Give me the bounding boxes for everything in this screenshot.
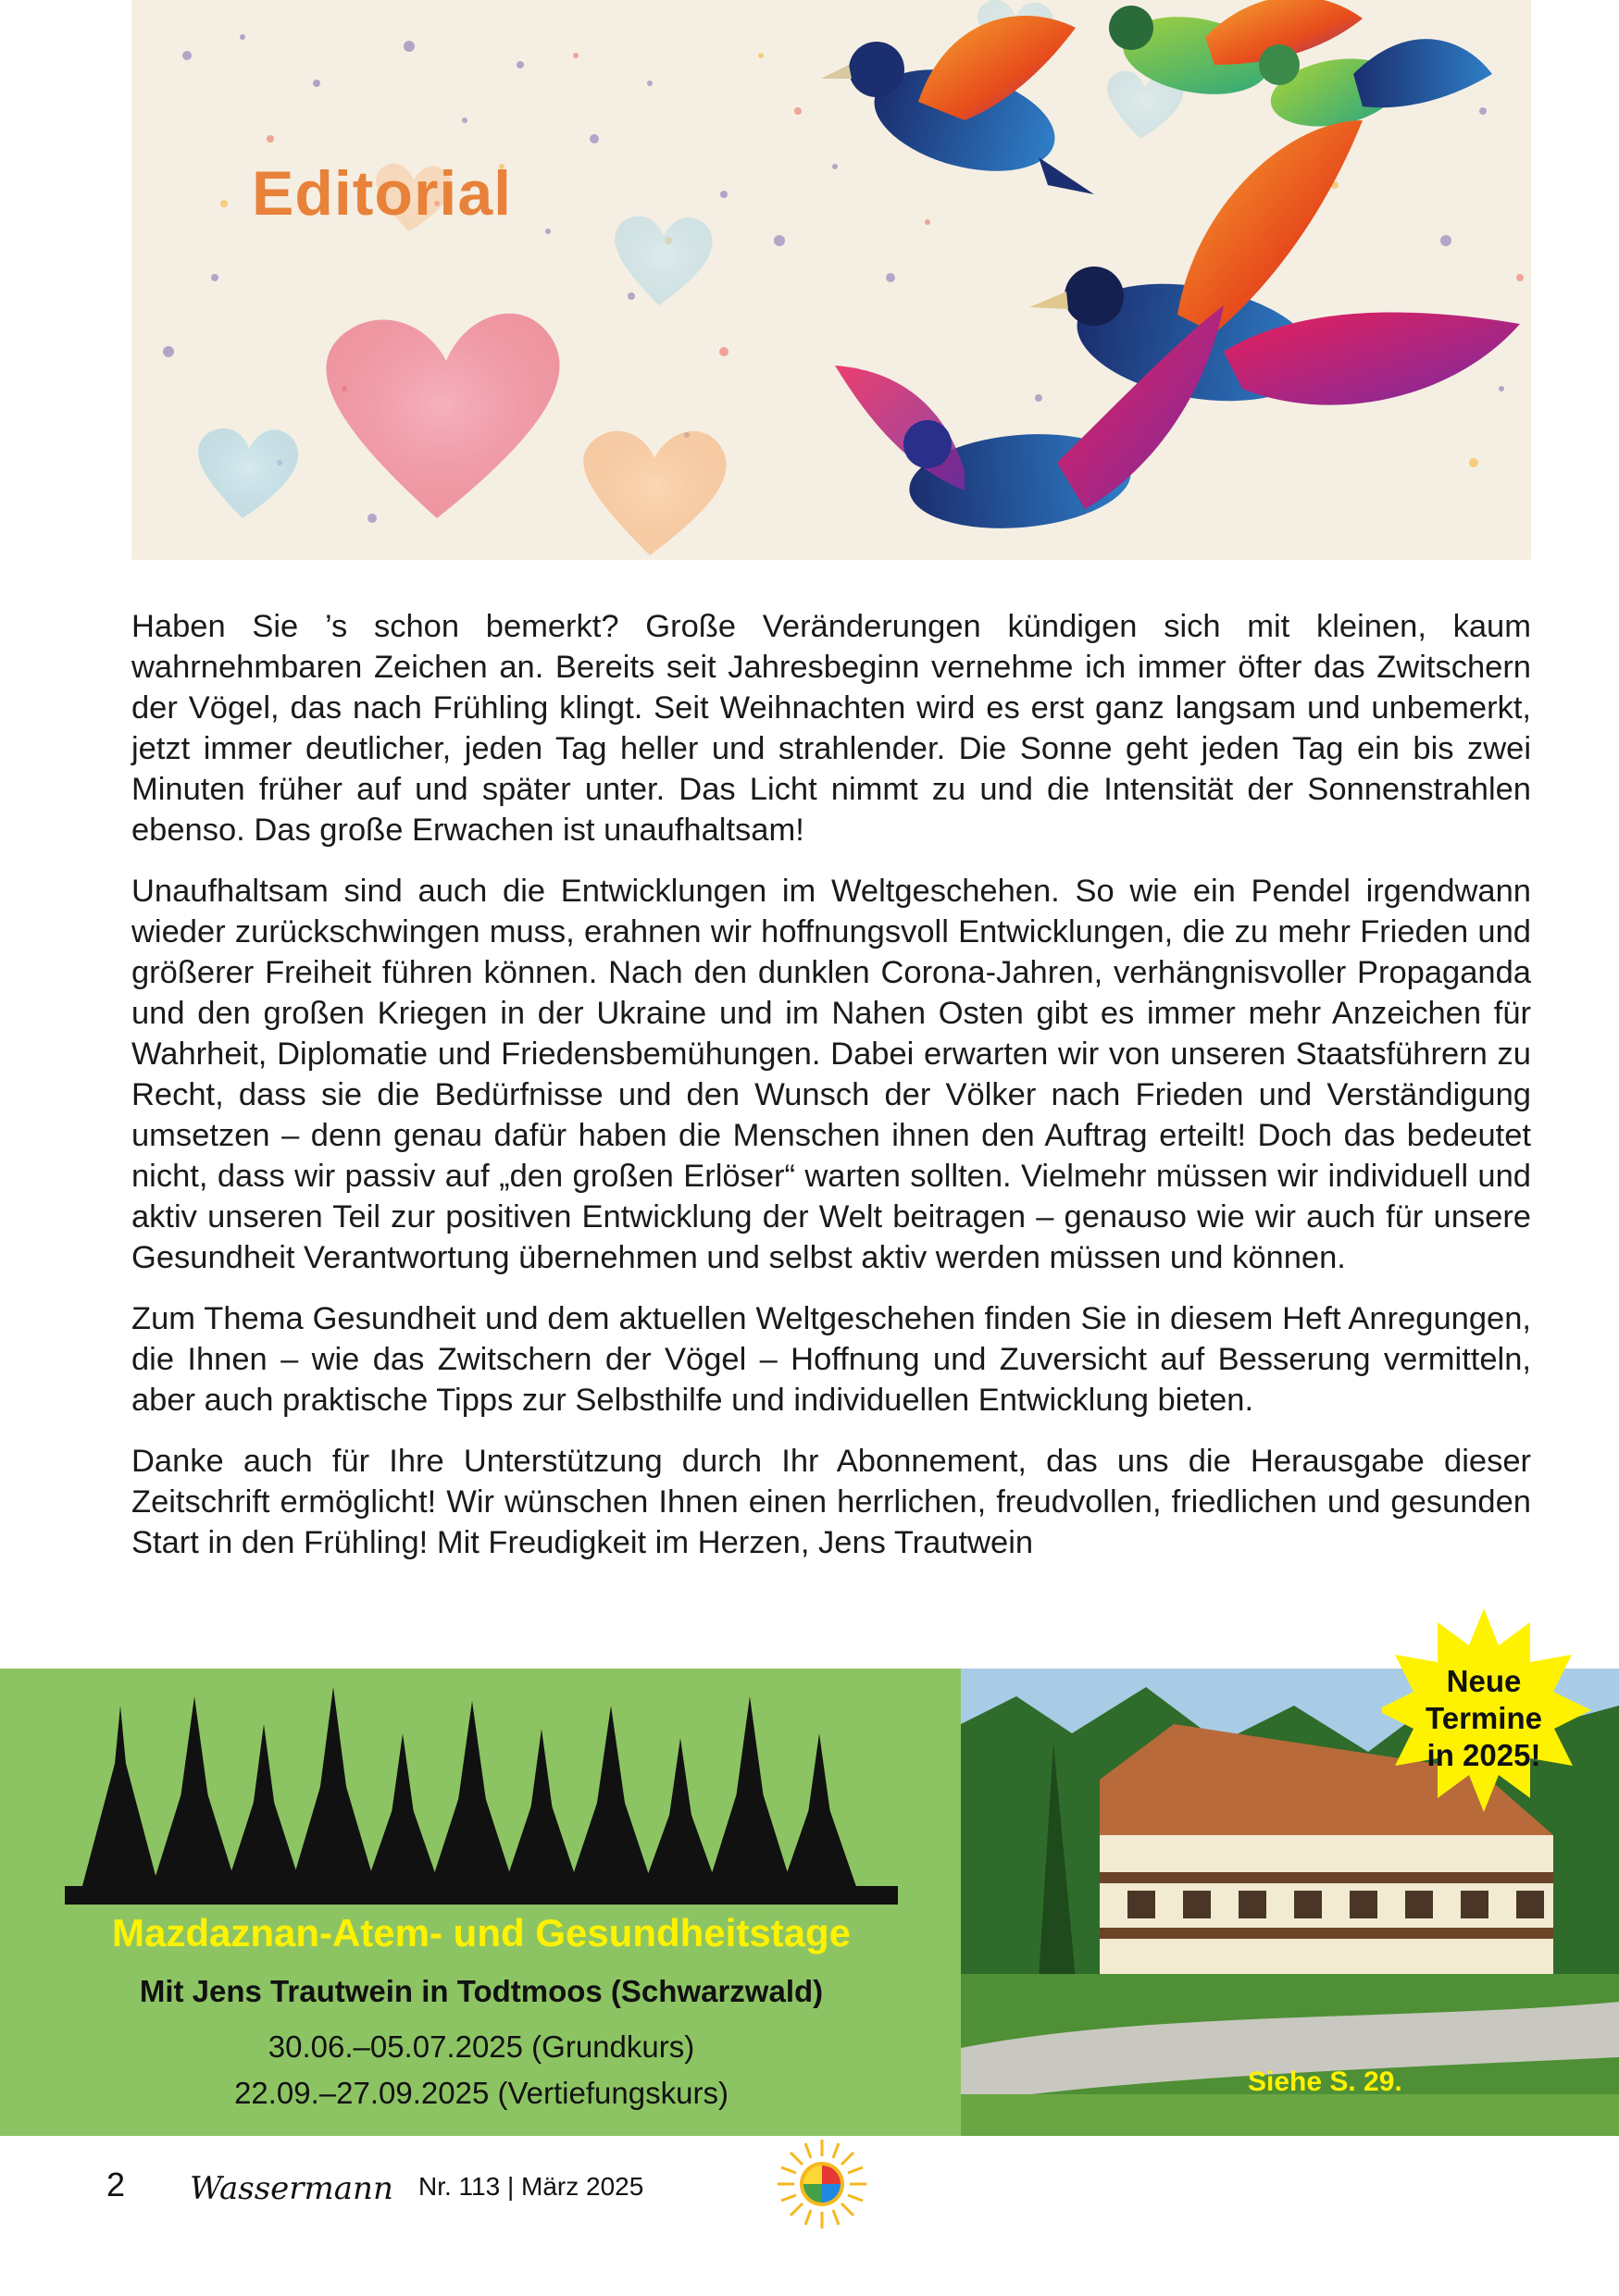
event-title: Mazdaznan-Atem- und Gesundheitstage	[111, 1911, 852, 1955]
article-paragraph: Zum Thema Gesundheit und dem aktuellen Weltgeschehen finden Sie in diesem Heft Anregungen, die Ihnen – wie das Zwitschern der Vögel – Hoffnung und Zuversicht auf Besserung vermitteln, aber auch praktische Tipps zur Selbsthilfe und individuellen Entwicklung bieten.	[131, 1301, 1531, 1418]
article-paragraph: Unaufhaltsam sind auch die Entwicklungen im Weltgeschehen. So wie ein Pendel irgendwann wieder zurückschwingen muss, erahnen wir hoffnungsvoll Entwicklungen, die zu mehr Frieden und größerer Freiheit führen können. Nach den dunklen Corona-Jahren, verhängnisvoller Propaganda und den großen Kriegen in der Ukraine und im Nahen Osten gibt es immer mehr Anzeichen für Wahrheit, Diplomatie und Friedensbemühungen. Dabei erwarten wir von unseren Staatsführern zu Recht, dass sie die Bedürfnisse und den Wunsch der Völker nach Frieden und Verständigung umsetzen – denn genau dafür haben die Menschen ihnen den Auftrag erteilt! Doch das bedeutet nicht, dass wir passiv auf „den großen Erlöser“ warten sollten. Vielmehr müssen wir individuell und aktiv unseren Teil zur positiven Entwicklung der Welt beitragen – genauso wie wir auch für unsere Gesundheit Verantwortung übernehmen und selbst aktiv werden müssen und können.	[131, 874, 1531, 1275]
event-date-basic-course: 30.06.–05.07.2025 (Grundkurs)	[268, 2029, 695, 2064]
event-subtitle: Mit Jens Trautwein in Todtmoos (Schwarzwald)	[139, 1974, 824, 2008]
article-paragraph: Danke auch für Ihre Unterstützung durch Ihr Abonnement, das uns die Herausgabe dieser Zeitschrift ermöglicht! Wir wünschen Ihnen einen herrlichen, freudvollen, friedlichen und gesunden Start in den Frühling! Mit Freudigkeit im Herzen, Jens Trautwein	[131, 1444, 1531, 1560]
header-illustration	[131, 0, 1531, 560]
event-advertisement	[0, 1669, 1619, 2136]
badge-line: Termine	[1426, 1701, 1542, 1735]
magazine-name: Wassermann	[190, 2170, 393, 2207]
editorial-article	[131, 606, 1531, 1583]
badge-line: in 2025!	[1426, 1738, 1541, 1772]
watercolor-birds-hearts-illustration	[131, 0, 1531, 560]
sun-logo-icon	[776, 2138, 868, 2230]
badge-line: Neue	[1446, 1664, 1522, 1698]
page-title: Editorial	[252, 158, 513, 229]
issue-info: Nr. 113 | März 2025	[418, 2172, 644, 2201]
page-number: 2	[106, 2166, 126, 2203]
event-date-advanced-course: 22.09.–27.09.2025 (Vertiefungskurs)	[234, 2076, 729, 2110]
article-paragraph: Haben Sie ’s schon bemerkt? Große Veränderungen kündigen sich mit kleinen, kaum wahrnehmbaren Zeichen an. Bereits seit Jahresbeginn vernehme ich immer öfter das Zwitschern der Vögel, das nach Frühling klingt. Seit Weihnachten wird es erst ganz langsam und unbemerkt, jetzt immer deutlicher, jeden Tag heller und strahlender. Die Sonne geht jeden Tag ein bis zwei Minuten früher auf und später unter. Das Licht nimmt zu und die Intensität der Sonnenstrahlen ebenso. Das große Erwachen ist unaufhaltsam!	[131, 609, 1531, 848]
new-dates-badge	[1382, 1608, 1619, 1821]
fir-trees-silhouette	[65, 1687, 898, 1909]
page-reference-caption: Siehe S. 29.	[1248, 2066, 1402, 2097]
